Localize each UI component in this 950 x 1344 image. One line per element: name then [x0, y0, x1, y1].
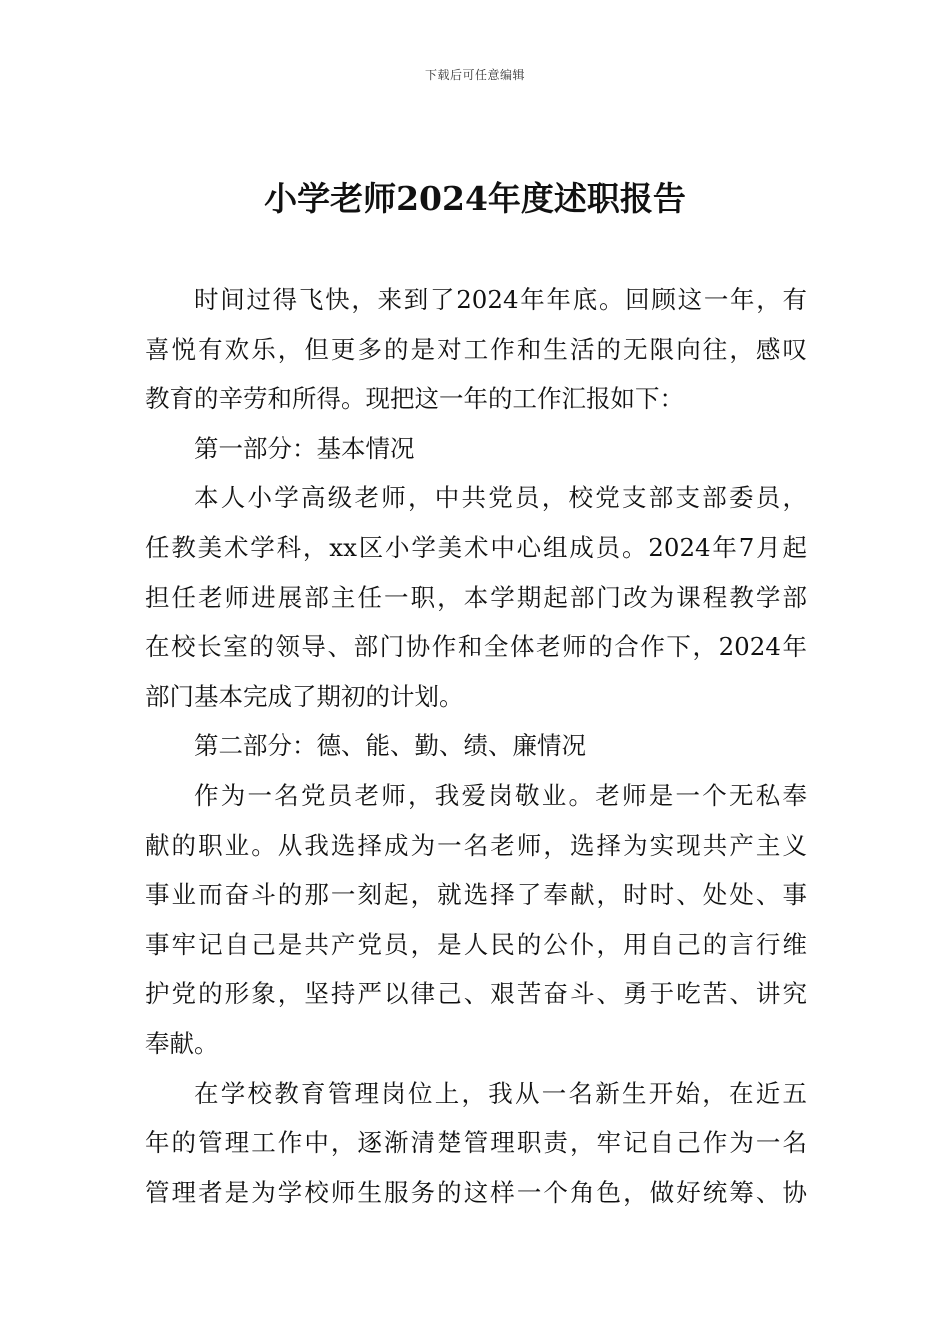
paragraph-management	[145, 1069, 807, 1218]
paragraph-line: 任教美术学科，xx区小学美术中心组成员。2024年7月起	[145, 532, 807, 562]
paragraph-line: 在校长室的领导、部门协作和全体老师的合作下，2024年	[145, 632, 807, 662]
paragraph-line: 教育的辛劳和所得。现把这一年的工作汇报如下：	[145, 384, 684, 414]
paragraph-line: 喜悦有欢乐，但更多的是对工作和生活的无限向往，感叹	[145, 334, 807, 364]
document-body	[145, 275, 807, 1217]
paragraph-line: 作为一名党员老师，我爱岗敬业。老师是一个无私奉	[194, 780, 807, 810]
paragraph-line: 事牢记自己是共产党员，是人民的公仆，用自己的言行维	[145, 929, 807, 959]
document-title: 小学老师2024年度述职报告	[264, 179, 686, 218]
paragraph-line: 部门基本完成了期初的计划。	[145, 681, 464, 711]
paragraph-line: 护党的形象，坚持严以律己、艰苦奋斗、勇于吃苦、讲究	[145, 979, 807, 1009]
section-heading-basic: 第一部分：基本情况	[194, 433, 415, 463]
paragraph-basic-info	[145, 473, 807, 721]
paragraph-line: 在学校教育管理岗位上，我从一名新生开始，在近五	[194, 1078, 807, 1108]
paragraph-line: 献的职业。从我选择成为一名老师，选择为实现共产主义	[145, 830, 807, 860]
paragraph-line: 担任老师进展部主任一职，本学期起部门改为课程教学部	[145, 582, 807, 612]
paragraph-party-member	[145, 771, 807, 1069]
paragraph-line: 年的管理工作中，逐渐清楚管理职责，牢记自己作为一名	[145, 1128, 807, 1158]
paragraph-line: 时间过得飞快，来到了2024年年底。回顾这一年，有	[194, 285, 807, 314]
header-note: 下载后可任意编辑	[424, 68, 525, 82]
paragraph-line: 奉献。	[145, 1028, 219, 1058]
paragraph-line: 管理者是为学校师生服务的这样一个角色，做好统筹、协	[145, 1177, 807, 1207]
paragraph-line: 事业而奋斗的那一刻起，就选择了奉献，时时、处处、事	[145, 880, 807, 910]
section-heading-ethics: 第二部分：德、能、勤、绩、廉情况	[194, 731, 586, 761]
paragraph-line: 本人小学高级老师，中共党员，校党支部支部委员，	[194, 483, 807, 513]
paragraph-intro	[145, 275, 807, 424]
